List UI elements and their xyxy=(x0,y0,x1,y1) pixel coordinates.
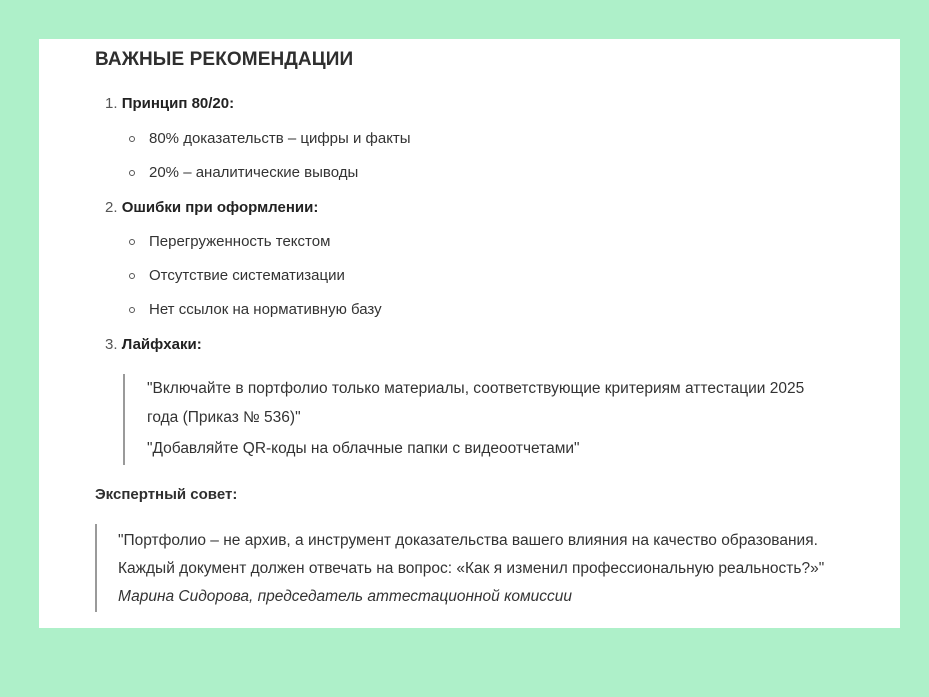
quote-line: "Добавляйте QR-коды на облачные папки с видеоотчетами" xyxy=(147,440,580,457)
quote-line: "Включайте в портфолио только материалы, соответствующие критериям аттестации 2025 xyxy=(147,380,805,397)
expert-blockquote xyxy=(95,524,887,612)
sub-list-item xyxy=(129,267,345,284)
sub-list-item xyxy=(129,233,330,250)
list-item-title: Лайфхаки: xyxy=(121,336,202,353)
list-item-title: Принцип 80/20: xyxy=(121,95,235,112)
quote-line: года (Приказ № 536)" xyxy=(147,409,301,426)
list-item-principle xyxy=(105,95,234,112)
sub-list-item-text: Нет ссылок на нормативную базу xyxy=(149,301,382,318)
expert-advice-title: Экспертный совет: xyxy=(95,486,238,503)
list-number: 1. xyxy=(105,95,118,112)
sub-list-item xyxy=(129,164,358,181)
sub-list-item-text: Перегруженность текстом xyxy=(149,233,331,250)
list-item-title: Ошибки при оформлении: xyxy=(121,199,319,216)
circle-bullet-icon xyxy=(129,307,135,313)
sub-list-item xyxy=(129,130,411,147)
circle-bullet-icon xyxy=(129,170,135,176)
quote-author: Марина Сидорова, председатель аттестационной комиссии xyxy=(118,588,573,605)
circle-bullet-icon xyxy=(129,273,135,279)
list-item-errors xyxy=(105,199,318,216)
quote-line: Каждый документ должен отвечать на вопрос: «Как я изменил профессиональную реальность?»" xyxy=(118,560,825,577)
sub-list-item-text: 80% доказательств – цифры и факты xyxy=(149,130,411,147)
lifehacks-blockquote xyxy=(123,374,865,465)
list-number: 3. xyxy=(105,336,118,353)
content-card xyxy=(39,39,900,628)
list-number: 2. xyxy=(105,199,118,216)
circle-bullet-icon xyxy=(129,239,135,245)
sub-list-item xyxy=(129,301,382,318)
list-item-lifehacks xyxy=(105,336,202,353)
section-heading: ВАЖНЫЕ РЕКОМЕНДАЦИИ xyxy=(95,49,354,70)
circle-bullet-icon xyxy=(129,136,135,142)
sub-list-item-text: Отсутствие систематизации xyxy=(149,267,345,284)
quote-line: "Портфолио – не архив, а инструмент доказательства вашего влияния на качество образования. xyxy=(118,532,818,549)
sub-list-item-text: 20% – аналитические выводы xyxy=(149,164,359,181)
